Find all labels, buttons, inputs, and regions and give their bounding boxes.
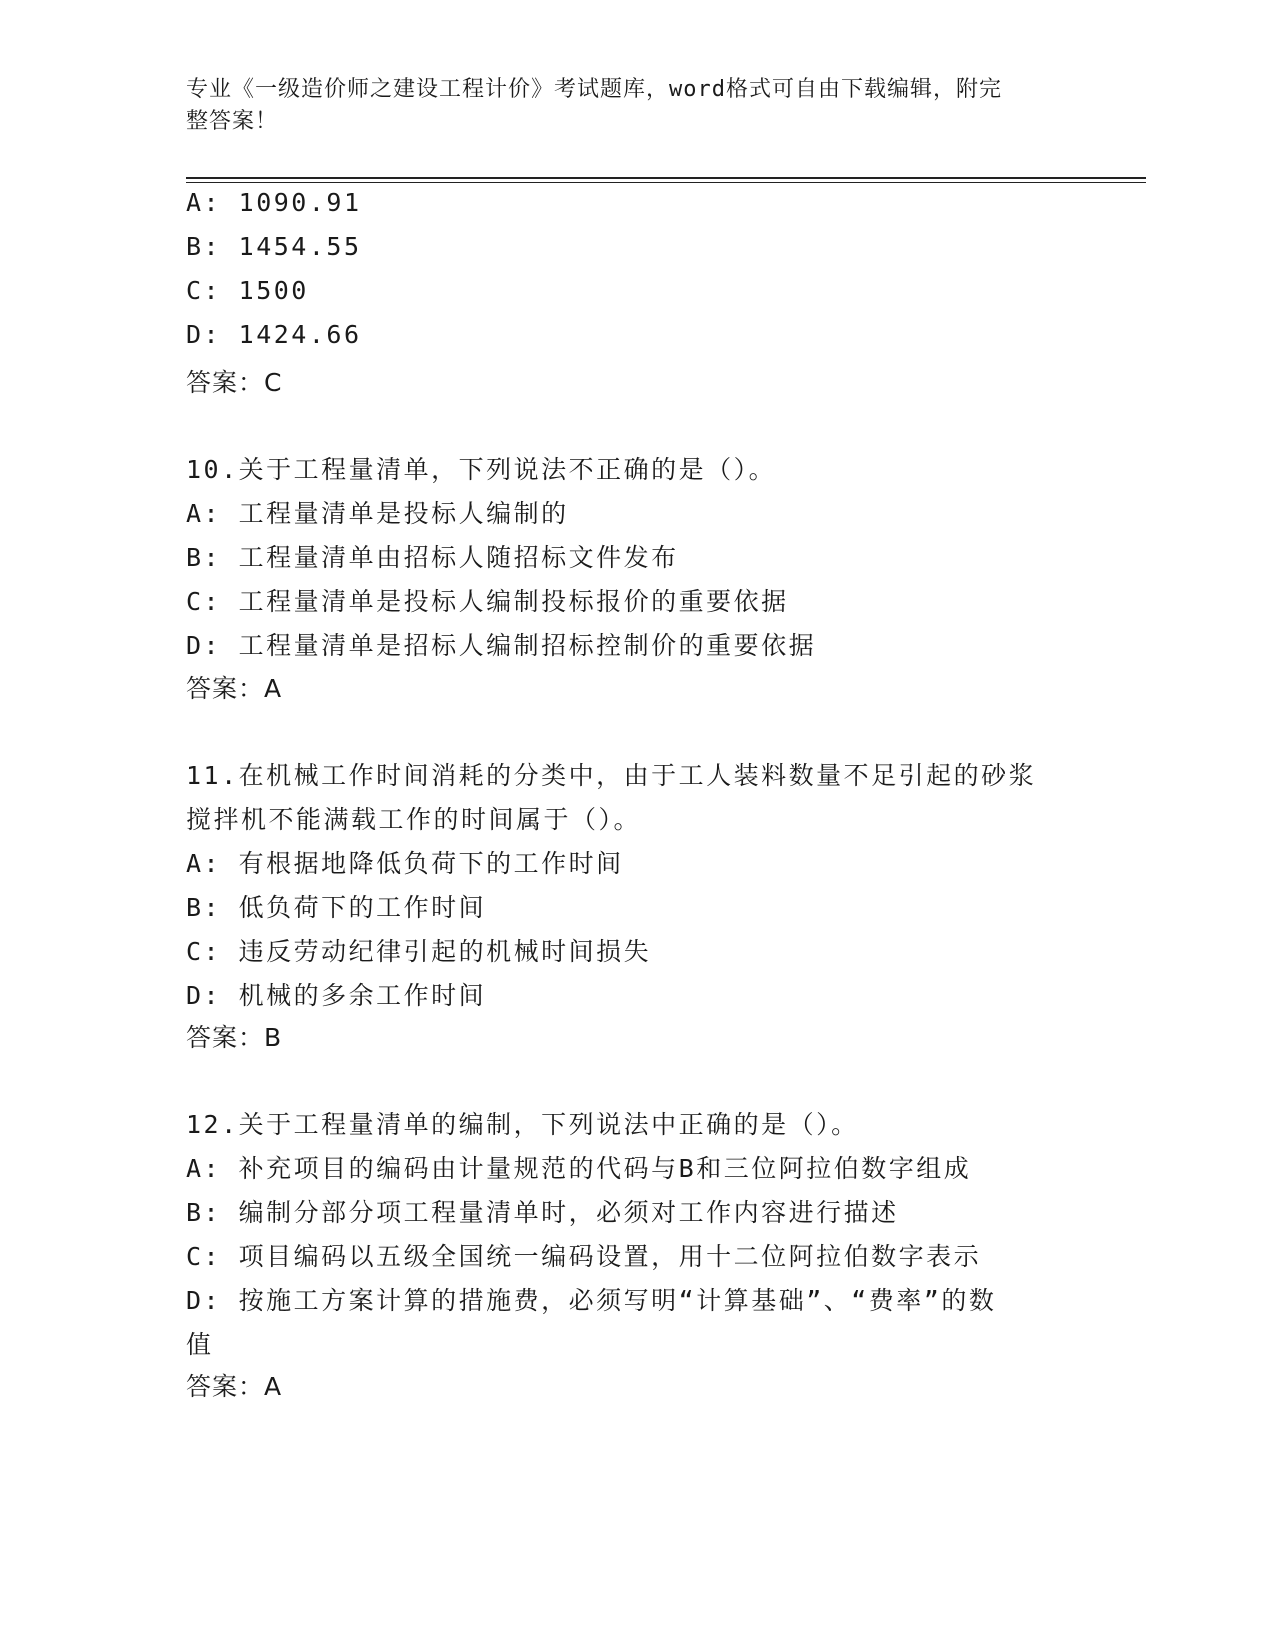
q9-option-a: A: 1090.91 xyxy=(186,188,362,217)
q11-question-line-2: 搅拌机不能满载工作的时间属于（）。 xyxy=(186,805,642,834)
q11-option-b: B: 低负荷下的工作时间 xyxy=(186,893,487,922)
header-line-1: 专业《一级造价师之建设工程计价》考试题库，word格式可自由下载编辑，附完 xyxy=(186,77,1002,102)
q12-option-b: B: 编制分部分项工程量清单时，必须对工作内容进行描述 xyxy=(186,1198,899,1227)
header-divider-thin xyxy=(186,182,1146,183)
q11-question-line-1: 11.在机械工作时间消耗的分类中，由于工人装料数量不足引起的砂浆 xyxy=(186,761,1037,790)
q12-question: 12.关于工程量清单的编制，下列说法中正确的是（）。 xyxy=(186,1110,859,1139)
header-line-2: 整答案！ xyxy=(186,109,279,134)
document-header xyxy=(186,74,1056,138)
q10-option-b: B: 工程量清单由招标人随招标文件发布 xyxy=(186,543,679,572)
q12-option-c: C: 项目编码以五级全国统一编码设置，用十二位阿拉伯数字表示 xyxy=(186,1242,982,1271)
q9-answer: 答案：C xyxy=(186,368,283,397)
q11-option-a: A: 有根据地降低负荷下的工作时间 xyxy=(186,849,624,878)
q9-option-b: B: 1454.55 xyxy=(186,232,362,261)
q9-option-d: D: 1424.66 xyxy=(186,320,362,349)
q12-option-a: A: 补充项目的编码由计量规范的代码与B和三位阿拉伯数字组成 xyxy=(186,1154,972,1183)
q11-option-c: C: 违反劳动纪律引起的机械时间损失 xyxy=(186,937,652,966)
q10-option-d: D: 工程量清单是招标人编制招标控制价的重要依据 xyxy=(186,631,817,660)
q12-option-d-line-2: 值 xyxy=(186,1330,214,1359)
q10-answer: 答案：A xyxy=(186,674,283,703)
q10-question: 10.关于工程量清单，下列说法不正确的是（）。 xyxy=(186,455,777,484)
q10-option-c: C: 工程量清单是投标人编制投标报价的重要依据 xyxy=(186,587,789,616)
q11-option-d: D: 机械的多余工作时间 xyxy=(186,981,487,1010)
header-divider-thick xyxy=(186,177,1146,179)
q10-option-a: A: 工程量清单是投标人编制的 xyxy=(186,499,569,528)
q12-answer: 答案：A xyxy=(186,1372,283,1401)
q11-answer: 答案：B xyxy=(186,1023,283,1052)
q9-option-c: C: 1500 xyxy=(186,276,309,305)
q12-option-d-line-1: D: 按施工方案计算的措施费，必须写明“计算基础”、“费率”的数 xyxy=(186,1286,997,1315)
